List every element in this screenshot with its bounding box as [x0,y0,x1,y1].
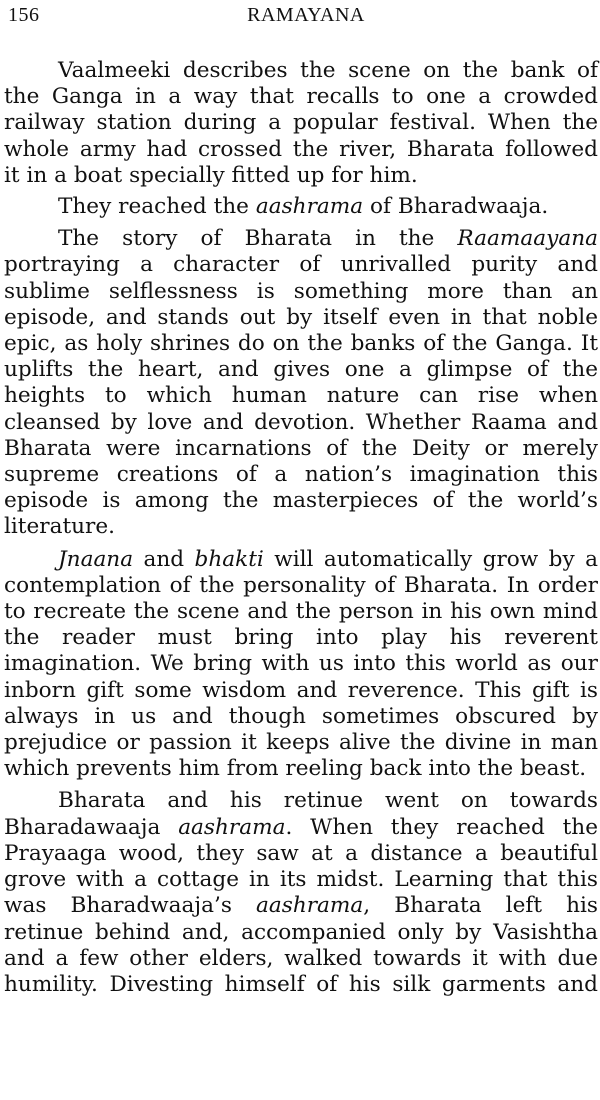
italic-term: bhakti [194,546,264,572]
text-line [4,194,598,220]
text-line: which prevents him from reeling back into the beast. [4,756,587,782]
paragraph [4,58,598,189]
text-run: . When they reached the [285,814,598,840]
text-line: heights to which human nature can rise when [4,383,598,409]
italic-term: aashrama [178,814,286,840]
text-line: supreme creations of a nation’s imagination this [4,462,598,488]
italic-term: Jnaana [58,546,134,572]
italic-term: aashrama [255,893,364,919]
italic-term: Raamaayana [457,226,598,252]
italic-term: aashrama [255,194,364,220]
text-line: epic, as holy shrines do on the banks of the Ganga. It [4,331,598,357]
text-line: episode is among the masterpieces of the world’s [4,488,598,514]
text-line: the Ganga in a way that recalls to one a crowded [4,84,598,110]
paragraph [4,194,598,220]
text-line: cleansed by love and devotion. Whether Raama and [4,409,598,435]
text-line: to recreate the scene and the person in his own mind [4,599,598,625]
running-head: RAMAYANA [247,4,365,26]
text-line [4,547,598,573]
paragraph [4,547,598,783]
text-line: Bharata and his retinue went on towards [58,788,598,814]
text-line: Vaalmeeki describes the scene on the bank of [58,58,598,83]
text-line: contemplation of the personality of Bharata. In order [4,572,598,598]
text-line: Bharata were incarnations of the Deity or merely [4,435,598,461]
text-line: imagination. We bring with us into this world as our [4,651,598,677]
text-line: it in a boat specially fitted up for him. [4,162,418,188]
paragraph [4,788,598,998]
text-line: uplifts the heart, and gives one a glimpse of the [4,357,598,383]
text-line: literature. [4,514,116,540]
text-run: Bharadawaaja [4,814,179,840]
page-header [4,0,598,30]
text-line: grove with a cottage in its midst. Learning that this [4,867,598,893]
text-line: whole army had crossed the river, Bharata followed [4,136,598,162]
text-run: They reached the [58,194,256,220]
text-line: inborn gift some wisdom and reverence. This gift is [4,677,598,703]
text-line [4,893,598,919]
text-line: humility. Divesting himself of his silk garments and [4,971,598,997]
page-number: 156 [8,4,40,26]
text-run: was Bharadwaaja’s [4,893,256,919]
text-line: and a few other elders, walked towards it with due [4,945,598,971]
text-line: episode, and stands out by itself even in that noble [4,304,598,330]
text-line: prejudice or passion it keeps alive the divine in man [4,730,598,756]
text-line: Prayaaga wood, they saw at a distance a beautiful [4,840,598,866]
text-run: , Bharata left his [363,893,598,919]
text-line: portraying a character of unrivalled purity and [4,252,598,278]
text-line [4,226,598,252]
text-run: and [133,546,195,572]
text-line: railway station during a popular festival. When the [4,110,598,136]
text-line: retinue behind and, accompanied only by Vasishtha [4,919,598,945]
text-run: will automatically grow by a [263,546,598,572]
text-line: sublime selflessness is something more than an [4,278,598,304]
text-line: the reader must bring into play his reverent [4,625,598,651]
text-line: always in us and though sometimes obscured by [4,703,598,729]
text-run: of Bharadwaaja. [363,194,549,220]
paragraph [4,226,598,540]
text-run: The story of Bharata in the [58,226,458,252]
text-line [4,815,598,841]
body-text [4,58,598,998]
